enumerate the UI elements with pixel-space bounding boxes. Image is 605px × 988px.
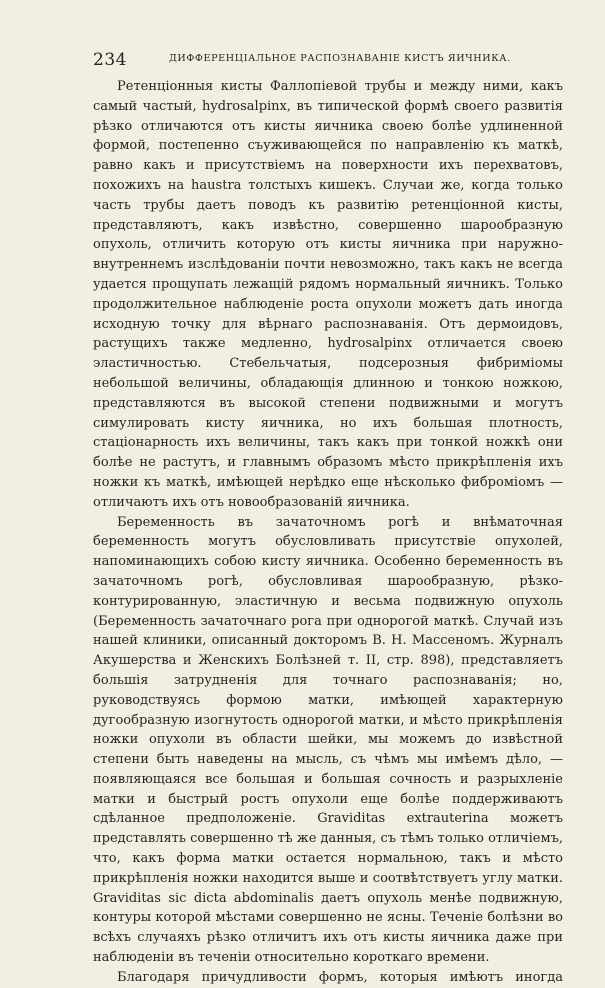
- page-header: [93, 50, 545, 72]
- running-title: ДИФФЕРЕНЦІАЛЬНОЕ РАСПОЗНАВАНІЕ КИСТЪ ЯИЧНИКА.: [169, 53, 511, 64]
- body-text: [93, 77, 563, 988]
- paragraph: Благодаря причудливости формъ, которыя имѣютъ иногда: [117, 969, 563, 985]
- page-number: 234: [93, 50, 127, 70]
- paragraph: Беременность въ зачаточномъ рогѣ и внѣматочная беременность могутъ обусловливать присутствіе опухолей, напоминающихъ собою кисту яичника. Особенно беременность въ зачаточномъ рогѣ, обусловливая шарообразную, рѣзко-контурированную, эластичную и весьма подвижную опухоль (Беременность зачаточнаго рога при однорогой маткѣ. Случай изъ нашей клиники, описанный докторомъ В. Н. Массеномъ. Журналъ Акушерства и Женскихъ Болѣзней т. II, стр. 898), представляетъ большія затрудненія для точнаго распознаванія; но, руководствуясь формою матки, имѣющей характерную дугообразную изогнутость однорогой матки, и мѣсто прикрѣпленія ножки опухоли въ области шейки, мы можемъ до извѣстной степени быть наведены на мысль, съ чѣмъ мы имѣемъ дѣло, — появляющаяся все большая и большая сочность и разрыхленіе матки и быстрый ростъ опухоли еще болѣе поддерживаютъ сдѣланное предположеніе. Graviditas extrauterina можетъ представлять совершенно тѣ же данныя, съ тѣмъ только отличіемъ, что, какъ форма матки остается нормальною, такъ и мѣсто прикрѣпленія ножки находится выше и соотвѣтствуетъ углу матки. Graviditas sic dicta abdominalis даетъ опухоль менѣе подвижную, контуры которой мѣстами совершенно не ясны. Теченіе болѣзни во всѣхъ случаяхъ рѣзко отличитъ ихъ отъ кисты яичника даже при наблюденіи въ теченіи относительно короткаго времени.: [93, 514, 564, 966]
- paragraph: Ретенціонныя кисты Фаллопіевой трубы и между ними, какъ самый частый, hydrosalpinx, въ типической формѣ своего развитія рѣзко отличаются отъ кисты яичника своею болѣе удлиненной формой, постепенно съуживающейся по направленію къ маткѣ, равно какъ и присутствіемъ на поверхности ихъ перехватовъ, похожихъ на haustra толстыхъ кишекъ. Случаи же, когда только часть трубы даетъ поводъ къ развитію ретенціонной кисты, представляютъ, какъ извѣстно, совершенно шарообразную опухоль, отличить которую отъ кисты яичника при наружно-внутреннемъ изслѣдованіи почти невозможно, такъ какъ не всегда удается прощупать лежащій рядомъ нормальный яичникъ. Только продолжительное наблюденіе роста опухоли можетъ дать иногда исходную точку для вѣрнаго распознаванія. Отъ дермоидовъ, растущихъ также медленно, hydrosalpinx отличается своею эластичностью. Стебельчатыя, подсерозныя фибриміомы небольшой величины, обладающія длинною и тонкою ножкою, представляются въ высокой степени подвижными и могутъ симулировать кисту яичника, но ихъ большая плотность, стаціонарность ихъ величины, такъ какъ при тонкой ножкѣ они болѣе не растутъ, и главнымъ образомъ мѣсто прикрѣпленія ихъ ножки къ маткѣ, имѣющей нерѣдко еще нѣсколько фиброміомъ — отличаютъ ихъ отъ новообразованій яичника.: [93, 79, 563, 510]
